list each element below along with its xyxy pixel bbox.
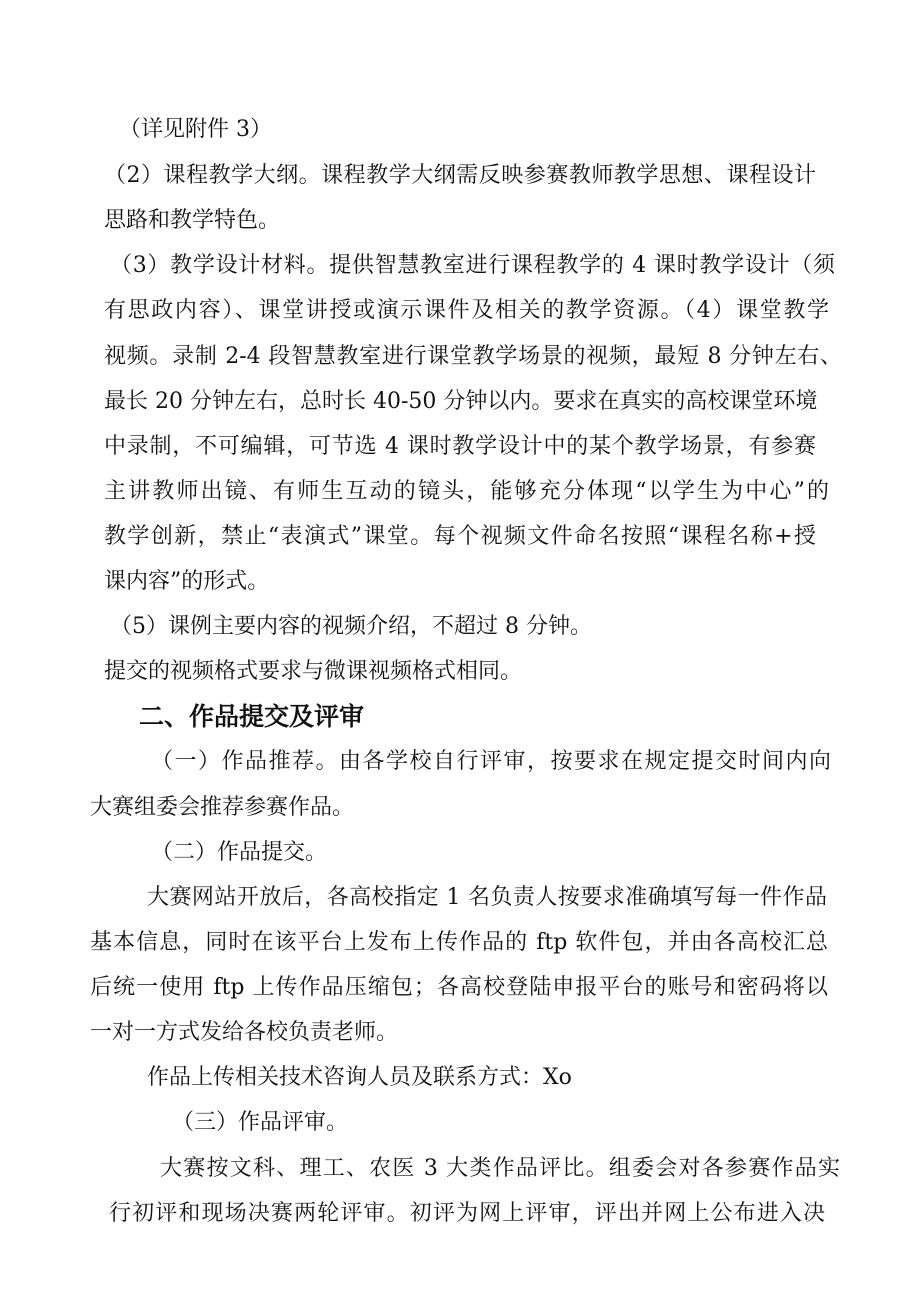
- text-line: 最长 20 分钟左右，总时长 40-50 分钟以内。要求在真实的高校课堂环境: [104, 389, 818, 414]
- text-line: 视频。录制 2-4 段智慧教室进行课堂教学场景的视频，最短 8 分钟左右、: [104, 344, 842, 369]
- text-line: 作品上传相关技术咨询人员及联系方式：Xo: [147, 1065, 572, 1090]
- text-line: 大赛按文科、理工、农医 3 大类作品评比。组委会对各参赛作品实: [160, 1156, 840, 1181]
- text-line: （详见附件 3）: [119, 117, 272, 142]
- section-heading: 二、作品提交及评审: [139, 702, 365, 731]
- text-line: 基本信息，同时在该平台上发布上传作品的 ftp 软件包，并由各高校汇总: [90, 930, 828, 955]
- text-line: 提交的视频格式要求与微课视频格式相同。: [104, 659, 523, 684]
- text-line: 后统一使用 ftp 上传作品压缩包；各高校登陆申报平台的账号和密码将以: [90, 975, 828, 1000]
- text-line: （5）课例主要内容的视频介绍，不超过 8 分钟。: [110, 614, 592, 639]
- text-line: （二）作品提交。: [151, 840, 328, 865]
- text-line: 课内容”的形式。: [104, 569, 270, 594]
- text-line: 主讲教师出镜、有师生互动的镜头，能够充分体现“以学生为中心”的: [104, 479, 829, 504]
- text-line: 中录制，不可编辑，可节选 4 课时教学设计中的某个教学场景，有参赛: [104, 434, 816, 459]
- text-line: （2）课程教学大纲。课程教学大纲需反映参赛教师教学思想、课程设计: [104, 163, 816, 188]
- text-line: （3）教学设计材料。提供智慧教室进行课程教学的 4 课时教学设计（须: [110, 253, 835, 278]
- text-line: 大赛组委会推荐参赛作品。: [90, 795, 355, 820]
- text-line: 有思政内容）、课堂讲授或演示课件及相关的教学资源。（4）课堂教学: [104, 298, 829, 323]
- text-line: 教学创新，禁止“表演式”课堂。每个视频文件命名按照“课程名称+授: [104, 524, 816, 549]
- text-line: 思路和教学特色。: [104, 208, 281, 233]
- text-line: 大赛网站开放后，各高校指定 1 名负责人按要求准确填写每一件作品: [147, 885, 827, 910]
- text-line: （三）作品评审。: [172, 1110, 349, 1135]
- text-line: 一对一方式发给各校负责老师。: [90, 1020, 399, 1045]
- text-line: 行初评和现场决赛两轮评审。初评为网上评审，评出并网上公布进入决: [109, 1201, 825, 1226]
- text-line: （一）作品推荐。由各学校自行评审，按要求在规定提交时间内向: [151, 749, 831, 774]
